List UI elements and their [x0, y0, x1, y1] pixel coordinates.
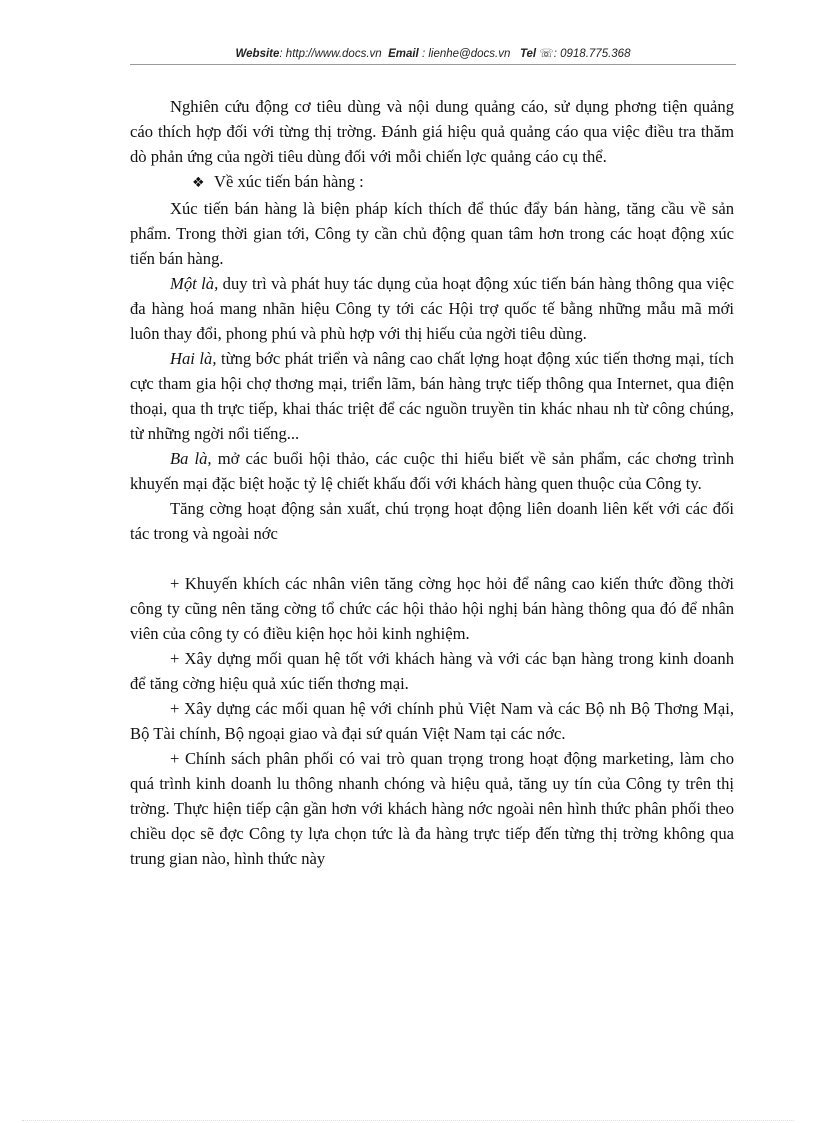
tel-value: : 0918.775.368 — [553, 48, 631, 60]
paragraph-government-relations: + Xây dựng các mối quan hệ với chính phủ Việt Nam và các Bộ nh Bộ Thơng Mại, Bộ Tài chính, Bộ ngoại giao và đại sứ quán Việt Nam tại các nớc. — [130, 699, 734, 743]
paragraph-second-point — [130, 346, 734, 446]
section-heading-text: Về xúc tiến bán hàng : — [214, 172, 364, 191]
website-label: Website — [235, 48, 280, 60]
section-heading-sales-promotion — [130, 169, 734, 196]
second-point-text: từng bớc phát triển và nâng cao chất lợng hoạt động xúc tiến thơng mại, tích cực tham gia hội chợ thơng mại, triển lãm, bán hàng trực tiếp thông qua Internet, qua điện thoại, qua th trực tiếp, khai thác triệt để các nguồn truyền tin khác nhau nh từ công chúng, từ những ngời nổi tiếng... — [130, 349, 734, 443]
second-point-lead: Hai là, — [170, 349, 217, 368]
paragraph-third-point — [130, 446, 734, 496]
page-header — [130, 46, 736, 60]
paragraph-customer-relations: + Xây dựng mối quan hệ tốt với khách hàng và với các bạn hàng trong kinh doanh để tăng cờng hiệu quả xúc tiến thơng mại. — [130, 649, 734, 693]
tel-label: Tel — [519, 48, 537, 60]
paragraph-advertising-research: Nghiên cứu động cơ tiêu dùng và nội dung quảng cáo, sử dụng phơng tiện quảng cáo thích hợp đối với từng thị trờng. Đánh giá hiệu quả quảng cáo qua việc điều tra thăm dò phản ứng của ngời tiêu dùng đối với mỗi chiến lợc quảng cáo cụ thể. — [130, 97, 734, 166]
paragraph-distribution-policy: + Chính sách phân phối có vai trò quan trọng trong hoạt động marketing, làm cho quá trình kinh doanh lu thông nhanh chóng và hiệu quả, tăng uy tín của Công ty trên thị trờng. Thực hiện tiếp cận gần hơn với khách hàng nớc ngoài nên hình thức phân phối theo chiều dọc sẽ đợc Công ty lựa chọn tức là đa hàng trực tiếp đến từng thị trờng không qua trung gian nào, hình thức này — [130, 749, 734, 868]
phone-icon: ☏ — [539, 48, 554, 60]
third-point-lead: Ba là, — [170, 449, 212, 468]
website-value: : http://www.docs.vn — [279, 48, 382, 60]
email-value: : lienhe@docs.vn — [421, 48, 511, 60]
paragraph-sales-promotion-intro: Xúc tiến bán hàng là biện pháp kích thích để thúc đẩy bán hàng, tăng cầu về sản phẩm. Trong thời gian tới, Công ty cần chủ động quan tâm hơn trong các hoạt động xúc tiến bán hàng. — [130, 199, 734, 268]
first-point-lead: Một là, — [170, 274, 219, 293]
third-point-text: mở các buổi hội thảo, các cuộc thi hiểu biết về sản phẩm, các chơng trình khuyến mại đặc biệt hoặc tỷ lệ chiết khấu đối với khách hàng quen thuộc của Công ty. — [130, 449, 734, 493]
footer-divider — [22, 1120, 794, 1121]
header-divider — [130, 64, 736, 65]
document-body — [130, 94, 734, 871]
paragraph-joint-venture: Tăng cờng hoạt động sản xuất, chú trọng hoạt động liên doanh liên kết với các đối tác trong và ngoài nớc — [130, 499, 734, 543]
first-point-text: duy trì và phát huy tác dụng của hoạt động xúc tiến bán hàng thông qua việc đa hàng hoá mang nhãn hiệu Công ty tới các Hội trợ quốc tế bằng những mẫu mã mới luôn thay đổi, phong phú và phù hợp với thị hiếu của ngời tiêu dùng. — [130, 274, 734, 343]
paragraph-first-point — [130, 271, 734, 346]
paragraph-staff-training: + Khuyến khích các nhân viên tăng cờng học hỏi để nâng cao kiến thức đồng thời công ty cũng nên tăng cờng tổ chức các hội thảo hội nghị bán hàng thông qua đó để nhân viên của công ty có điều kiện học hỏi kinh nghiệm. — [130, 574, 734, 643]
email-label: Email — [388, 48, 419, 60]
diamond-bullet-icon: ❖ — [192, 175, 205, 191]
